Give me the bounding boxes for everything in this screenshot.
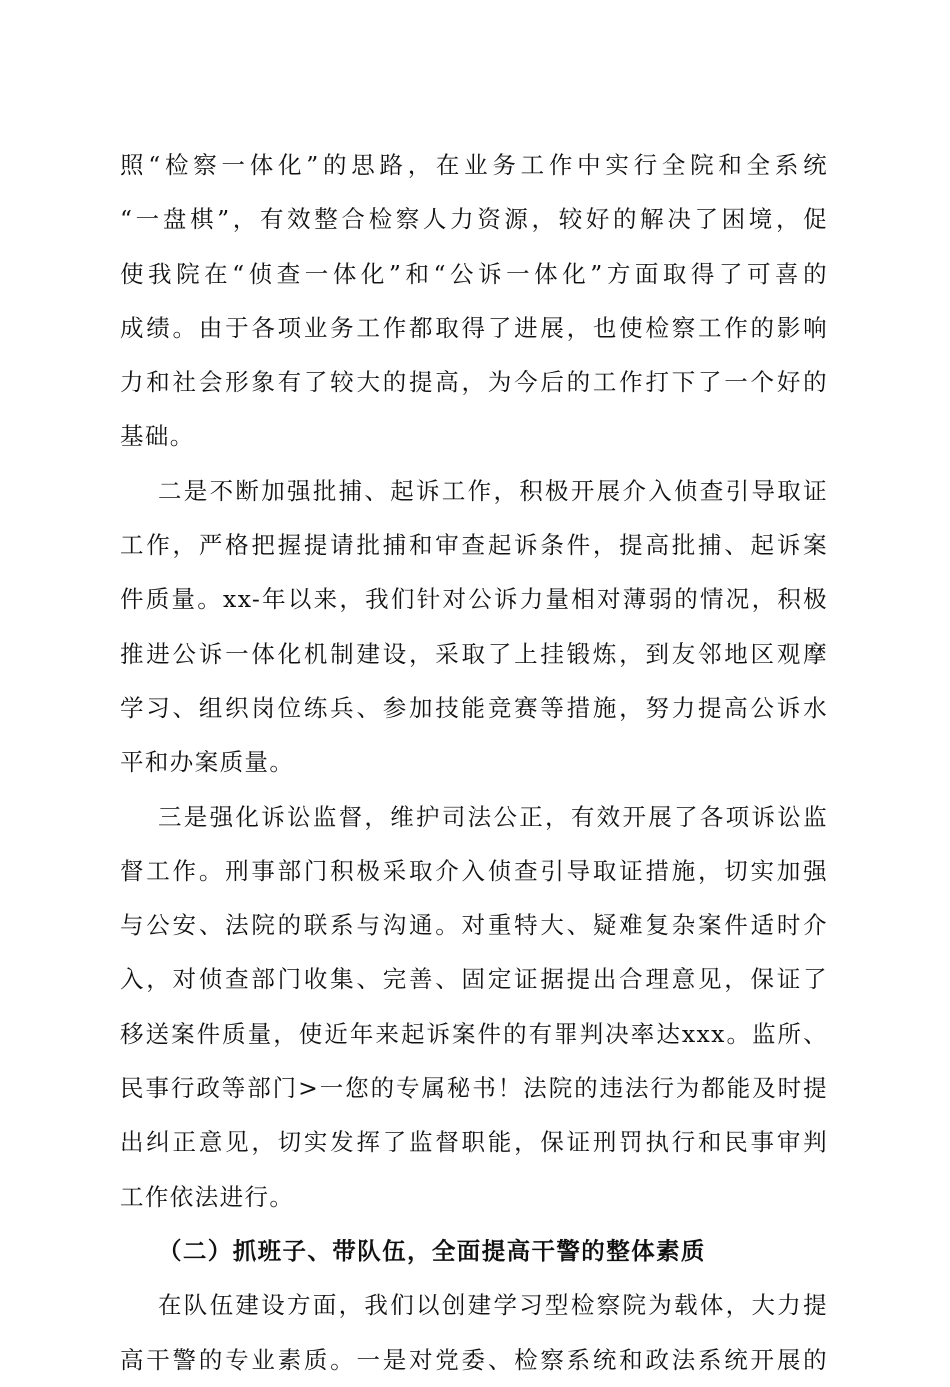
text-line: 学习、组织岗位练兵、参加技能竞赛等措施，努力提高公诉水	[120, 693, 828, 722]
text-line: 工作依法进行。	[120, 1182, 295, 1211]
text-line: 平和办案质量。	[120, 748, 295, 777]
text-line: 督工作。刑事部门积极采取介入侦查引导取证措施，切实加强	[120, 856, 828, 885]
text-line: 使我院在“侦查一体化”和“公诉一体化”方面取得了可喜的	[120, 259, 828, 288]
text-line: 民事行政等部门>一您的专属秘书！法院的违法行为都能及时提	[120, 1074, 828, 1103]
text-line: 工作，严格把握提请批捕和审查起诉条件，提高批捕、起诉案	[120, 531, 828, 560]
text-line: 推进公诉一体化机制建设，采取了上挂锻炼，到友邻地区观摩	[120, 639, 828, 668]
text-line: 出纠正意见，切实发挥了监督职能，保证刑罚执行和民事审判	[120, 1128, 828, 1157]
text-line: 成绩。由于各项业务工作都取得了进展，也使检察工作的影响	[120, 313, 828, 342]
text-line: 入，对侦查部门收集、完善、固定证据提出合理意见，保证了	[120, 965, 828, 994]
document-body	[120, 138, 828, 1387]
text-line: “一盘棋”，有效整合检察人力资源，较好的解决了困境，促	[120, 205, 828, 234]
paragraph-start-line: 二是不断加强批捕、起诉工作，积极开展介入侦查引导取证	[158, 476, 828, 505]
section-heading: （二）抓班子、带队伍，全面提高干警的整体素质	[158, 1236, 706, 1265]
paragraph-start-line: 三是强化诉讼监督，维护司法公正，有效开展了各项诉讼监	[158, 802, 828, 831]
text-line: 移送案件质量，使近年来起诉案件的有罪判决率达xxx。监所、	[120, 1019, 828, 1048]
text-line: 件质量。xx-年以来，我们针对公诉力量相对薄弱的情况，积极	[120, 585, 828, 614]
text-line: 高干警的专业素质。一是对党委、检察系统和政法系统开展的	[120, 1345, 828, 1374]
text-line: 照“检察一体化”的思路，在业务工作中实行全院和全系统	[120, 151, 828, 179]
paragraph-start-line: 在队伍建设方面，我们以创建学习型检察院为载体，大力提	[158, 1291, 828, 1320]
text-line: 基础。	[120, 422, 195, 451]
text-line: 与公安、法院的联系与沟通。对重特大、疑难复杂案件适时介	[120, 911, 828, 940]
text-line: 力和社会形象有了较大的提高，为今后的工作打下了一个好的	[120, 368, 828, 397]
